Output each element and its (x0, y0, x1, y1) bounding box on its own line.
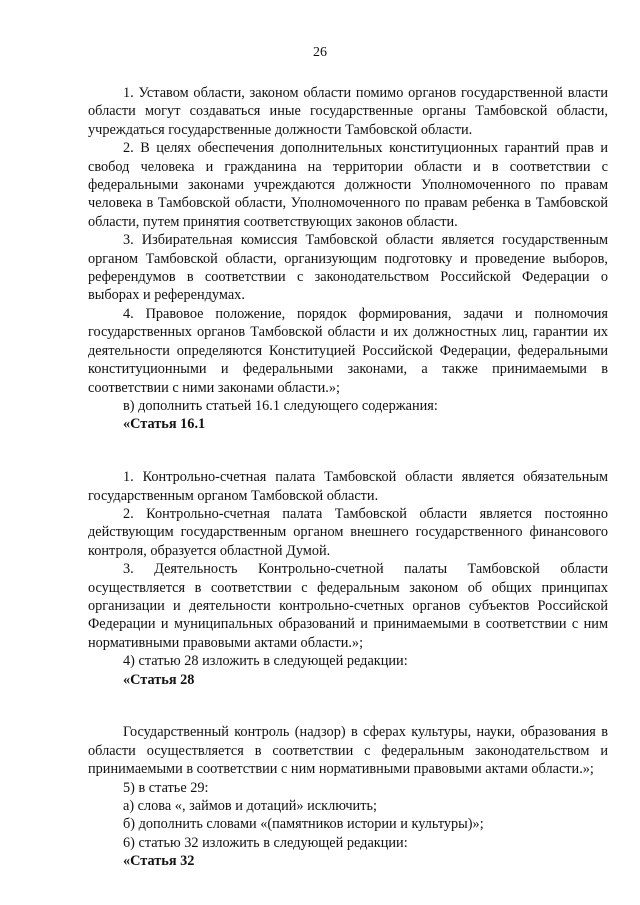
paragraph: 4) статью 28 изложить в следующей редакции: (123, 653, 408, 670)
article-heading: «Статья 32 (123, 853, 195, 870)
paragraph: а) слова «, займов и дотаций» исключить; (123, 798, 377, 814)
page-number: 26 (313, 45, 327, 60)
paragraph: 6) статью 32 изложить в следующей редакции: (123, 834, 408, 851)
paragraph: 1. Контрольно-счетная палата Тамбовской области является обязательным государственным органом Тамбовской области. (88, 469, 608, 504)
paragraph: 2. Контрольно-счетная палата Тамбовской области является постоянно действующим государственным органом внешнего государственного финансового контроля, образуется областной Думой. (88, 505, 608, 559)
paragraph: в) дополнить статьей 16.1 следующего содержания: (123, 397, 438, 414)
spacer (88, 452, 608, 468)
document-body (88, 84, 608, 871)
article-heading: «Статья 16.1 (123, 416, 206, 433)
paragraph: 5) в статье 29: (123, 779, 209, 796)
paragraph: 3. Деятельность Контрольно-счетной палаты Тамбовской области осуществляется в соответствии с федеральным законом об общих принципах организации и деятельности контрольно-счетных органов субъектов Российской Федерации и муниципальных образований и принимаемыми в соответствии с ним нормативными правовыми актами области.»; (88, 561, 608, 651)
paragraph: Государственный контроль (надзор) в сферах культуры, науки, образования в области осуществляется в соответствии с федеральным законодательством и принимаемыми в соответствии с ним нормативными правовыми актами области.»; (88, 724, 608, 778)
paragraph: 3. Избирательная комиссия Тамбовской области является государственным органом Тамбовской области, организующим подготовку и проведение выборов, референдумов в соответствии с законодательством Российской Федерации о выборах и референдумах. (88, 232, 608, 304)
spacer (88, 434, 608, 452)
article-heading: «Статья 28 (123, 671, 195, 688)
paragraph: 4. Правовое положение, порядок формирования, задачи и полномочия государственных органов Тамбовской области и их должностных лиц, гарантии их деятельности определяются Конституцией Российской Федерации, федеральными конституционными и федеральными законами, а также принимаемыми в соответствии с ними законами области.»; (88, 305, 608, 396)
paragraph: 1. Уставом области, законом области помимо органов государственной власти области могут создаваться иные государственные органы Тамбовской области, учреждаться государственные должности Тамбовской области. (88, 85, 608, 138)
paragraph: б) дополнить словами «(памятников истории и культуры)»; (123, 816, 484, 833)
spacer (88, 707, 608, 723)
paragraph: 2. В целях обеспечения дополнительных конституционных гарантий прав и свобод человека и гражданина на территории области и в соответствии с федеральными законами учреждаются должности Уполномоченного по правам человека в Тамбовской области, Уполномоченного по правам ребенка в Тамбовской области, путем принятия соответствующих законов области. (88, 140, 608, 230)
spacer (88, 689, 608, 707)
